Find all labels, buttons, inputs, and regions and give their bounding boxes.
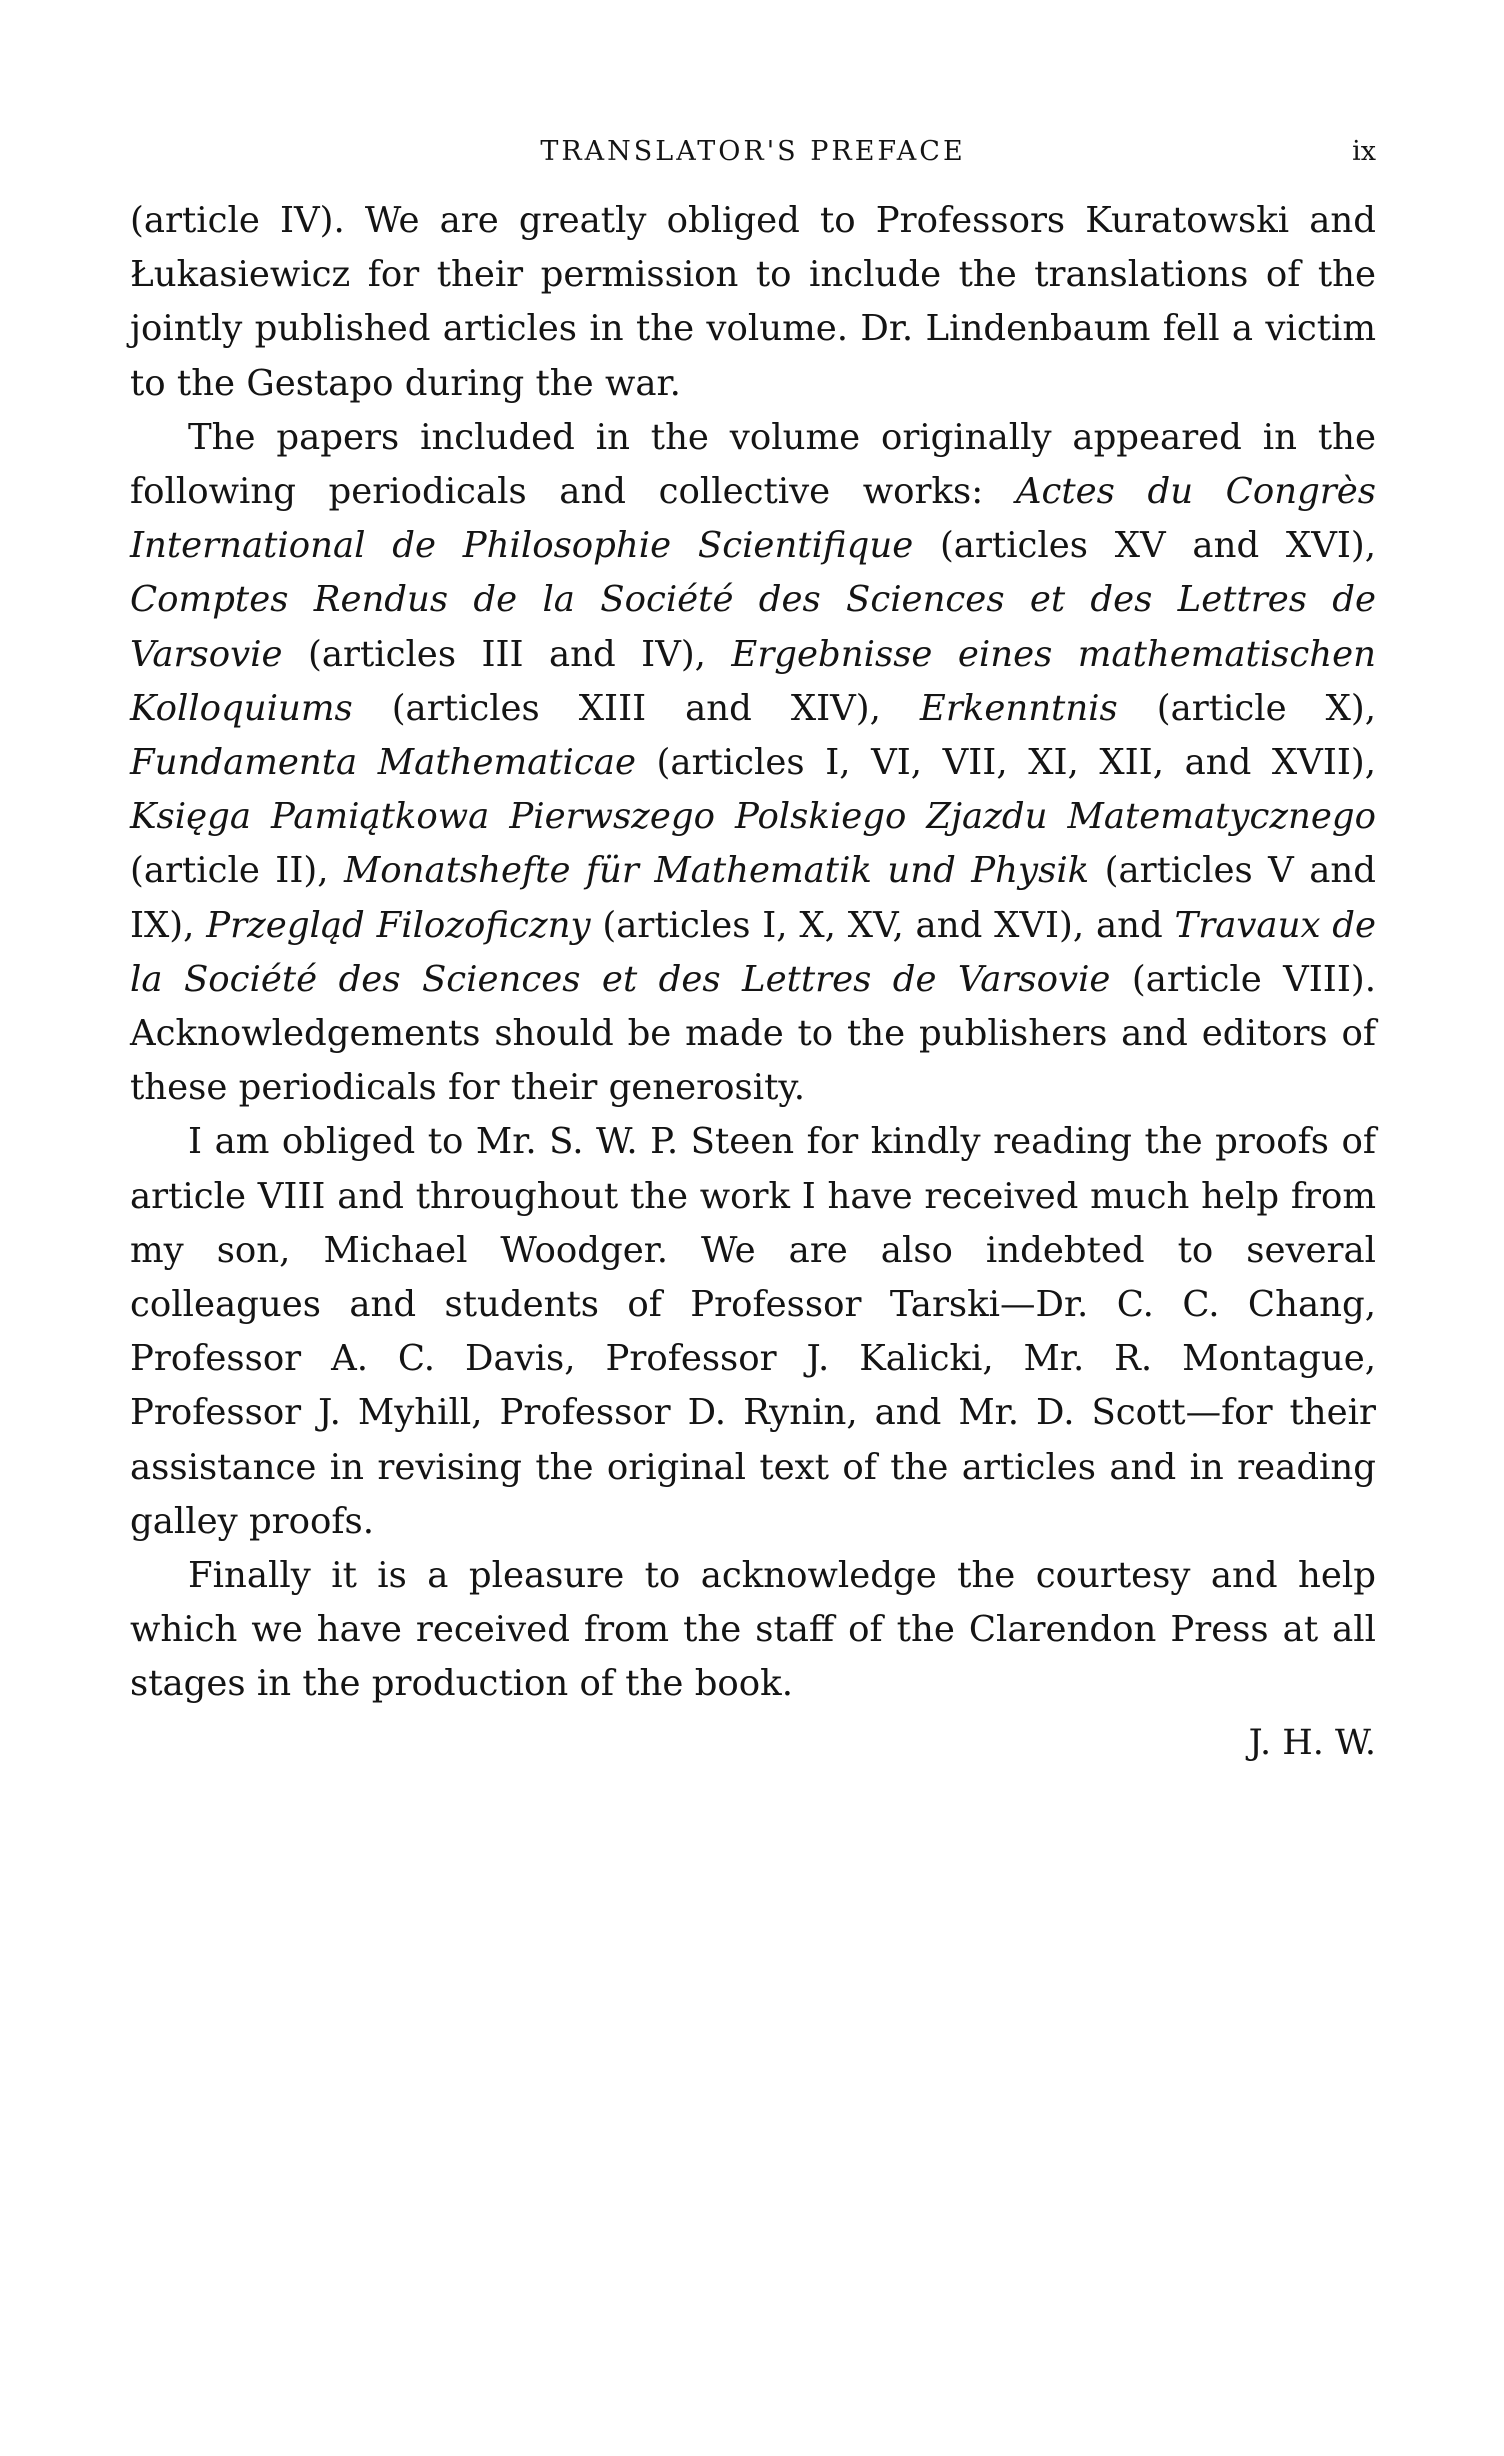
paragraph-2 [130,411,1376,1116]
book-page [130,130,1376,1770]
paragraph-2-text: (articles XV and XVI), [913,525,1376,567]
periodical-title: Comptes Rendus de la Société des Sciences et des Lettres de Varsovie [130,579,1376,675]
periodical-title: Ergebnisse eines mathematischen Kolloquiums [130,633,1377,729]
periodical-title: Erkenntnis [919,687,1118,729]
paragraph-2-text: (articles III and IV), [282,633,732,675]
paragraph-2-text: (articles V and IX), [130,850,1376,946]
running-title: TRANSLATOR'S PREFACE [540,136,966,167]
paragraph-2-text: (article VIII). Acknowledgements should be made to the publishers and editors of these periodicals for their generosity. [130,958,1376,1109]
periodical-title: Actes du Congrès International de Philosophie Scientifique [130,471,1376,567]
paragraph-2-text: (articles XIII and XIV), [352,687,920,729]
paragraph-1: (article IV). We are greatly obliged to Professors Kuratowski and Łukasiewicz for their permission to include the translations of the jointly published articles in the volume. Dr. Lindenbaum fell a victim to the Gestapo during the war. [130,200,1376,404]
paragraph-2-text: (articles I, X, XV, and XVI), and [590,904,1175,946]
paragraph-3: I am obliged to Mr. S. W. P. Steen for kindly reading the proofs of article VIII and throughout the work I have received much help from my son, Michael Woodger. We are also indebted to several colleagues and students of Professor Tarski—Dr. C. C. Chang, Professor A. C. Davis, Professor J. Kalicki, Mr. R. Montague, Professor J. Myhill, Professor D. Rynin, and Mr. D. Scott—for their assistance in revising the original text of the articles and in reading galley proofs. [130,1121,1376,1542]
page-number: ix [1352,136,1376,167]
periodical-title: Fundamenta Mathematicae [130,742,636,784]
paragraph-4: Finally it is a pleasure to acknowledge the courtesy and help which we have received from the staff of the Clarendon Press at all stages in the production of the book. [130,1555,1376,1705]
periodical-title: Przegląd Filozoficzny [206,904,591,946]
periodical-title: Monatshefte für Mathematik und Physik [343,850,1090,892]
periodical-title: Travaux de la Société des Sciences et des Lettres de Varsovie [130,904,1377,1000]
paragraph-2-text: (article X), [1117,687,1377,729]
signature-initials: J. H. W. [1248,1722,1376,1763]
periodical-title: Księga Pamiątkowa Pierwszego Polskiego Zjazdu Matematycznego [130,796,1376,838]
paragraph-2-text: The papers included in the volume originally appeared in the following periodicals and collective works: [130,416,1376,513]
paragraph-2-text: (article II), [130,850,344,892]
running-head [130,130,1376,174]
paragraph-2-text: (articles I, VI, VII, XI, XII, and XVII), [635,742,1377,784]
